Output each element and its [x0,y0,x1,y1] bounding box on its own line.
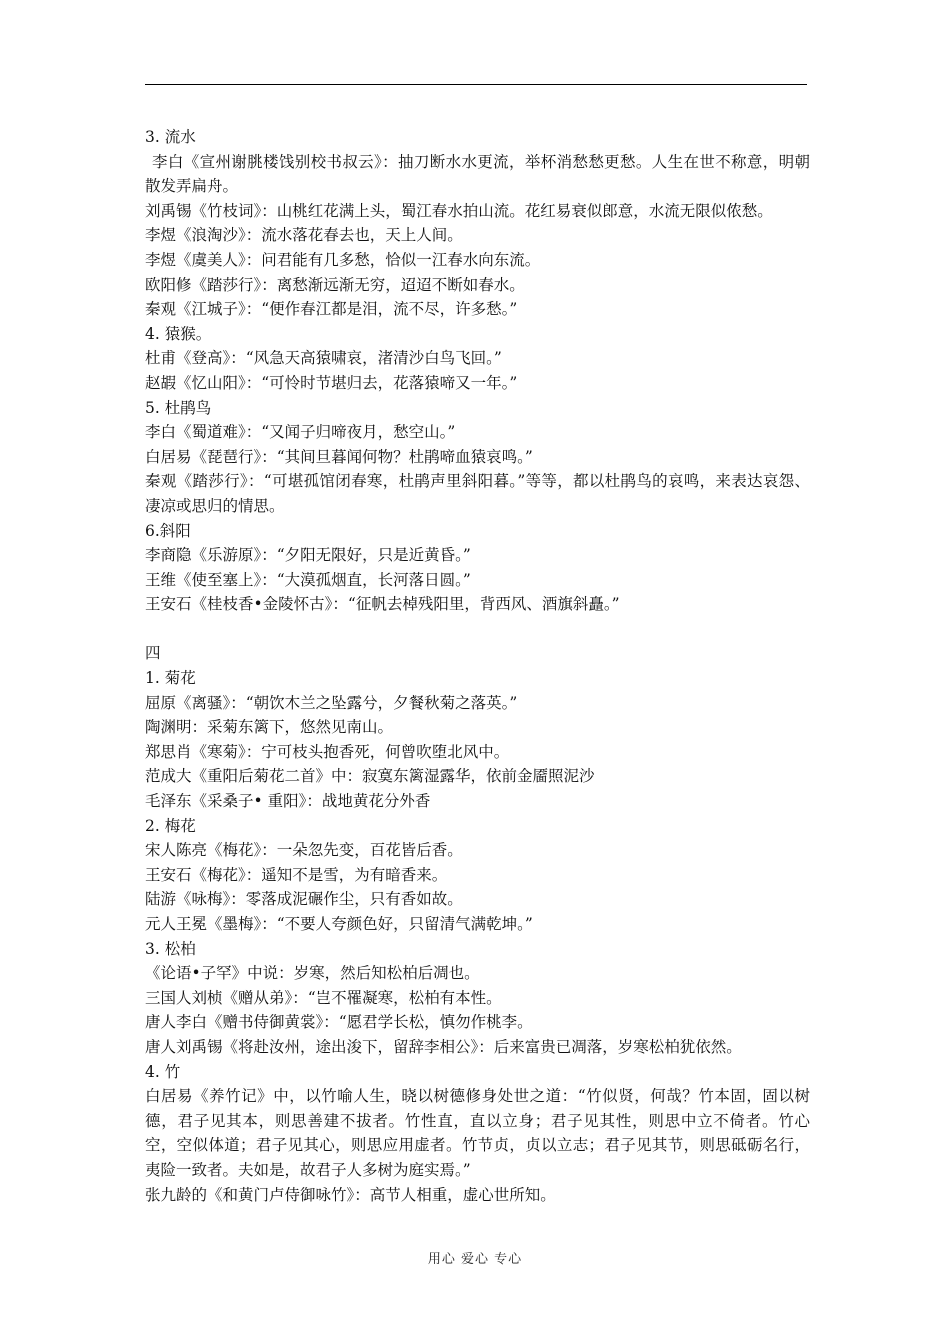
text-line: 4. 猿猴。 [145,324,212,343]
document-body [145,125,810,1207]
text-line: 唐人李白《赠书侍御黄裳》：“愿君学长松，慎勿作桃李。 [145,1013,533,1032]
text-line: 3. 流水 [145,128,196,146]
text-line: 李煜《浪淘沙》：流水落花春去也，天上人间。 [145,226,463,245]
text-line: 宋人陈亮《梅花》：一朵忽先变，百花皆后香。 [145,841,463,860]
text-line: 郑思肖《寒菊》：宁可枝头抱香死，何曾吹堕北风中。 [145,742,510,761]
text-line: 范成大《重阳后菊花二首》中：寂寞东篱湿露华，依前金靥照泥沙 [145,767,595,786]
text-line: 王维《使至塞上》：“大漠孤烟直，长河落日圆。” [145,570,471,589]
text-line: 秦观《踏莎行》：“可堪孤馆闭春寒，杜鹃声里斜阳暮。”等等，都以杜鹃鸟的哀鸣，来表达哀怨、凄凉或思归的情思。 [145,472,810,515]
text-line: 李白《宣州谢朓楼饯别校书叔云》：抽刀断水水更流，举杯消愁愁更愁。人生在世不称意，明朝散发弄扁舟。 [145,152,810,196]
text-line: 4. 竹 [145,1062,181,1081]
text-line: 白居易《养竹记》中，以竹喻人生，晓以树德修身处世之道：“竹似贤，何哉？竹本固，固以树德，君子见其本，则思善建不拔者。竹性直，直以立身；君子见其性，则思中立不倚者。竹心空，空似体道；君子见其心，则思应用虚者。竹节贞，贞以立志；君子见其节，则思砥砺名行，夷险一致者。夫如是，故君子人多树为庭实焉。” [145,1087,810,1179]
text-line: 三国人刘桢《赠从弟》：“岂不罹凝寒，松柏有本性。 [145,988,502,1007]
text-line: 王安石《桂枝香•金陵怀古》：“征帆去棹残阳里，背西风、酒旗斜矗。” [145,595,620,614]
text-line: 李煜《虞美人》：问君能有几多愁，恰似一江春水向东流。 [145,250,541,269]
text-line: 李白《蜀道难》：“又闻子归啼夜月，愁空山。” [145,423,456,442]
text-line: 赵嘏《忆山阳》：“可怜时节堪归去，花落猿啼又一年。” [145,373,518,392]
text-line: 1. 菊花 [145,669,196,688]
text-line: 四 [145,644,161,663]
text-line: 秦观《江城子》：“便作春江都是泪，流不尽，许多愁。” [145,300,518,319]
text-line: 6.斜阳 [145,521,191,540]
text-line: 李商隐《乐游原》：“夕阳无限好，只是近黄昏。” [145,546,471,565]
text-line: 5. 杜鹃鸟 [145,398,212,417]
text-line: 毛泽东《采桑子• 重阳》：战地黄花分外香 [145,792,431,811]
text-line: 王安石《梅花》：遥知不是雪，为有暗香来。 [145,865,448,884]
header-rule [145,84,807,85]
text-line: 杜甫《登高》：“风急天高猿啸哀，渚清沙白鸟飞回。” [145,349,502,368]
text-line: 屈原《离骚》：“朝饮木兰之坠露兮，夕餐秋菊之落英。” [145,693,518,712]
text-line: 白居易《琵琶行》：“其间旦暮闻何物？杜鹃啼血猿哀鸣。” [145,447,533,466]
text-line: 张九龄的《和黄门卢侍御咏竹》：高节人相重，虚心世所知。 [145,1185,556,1204]
text-line: 陆游《咏梅》：零落成泥碾作尘，只有香如故。 [145,890,463,909]
page-footer: 用心 爱心 专心 [427,1252,523,1267]
text-line: 2. 梅花 [145,816,196,835]
blank-line [145,617,810,642]
text-line: 元人王冕《墨梅》：“不要人夸颜色好，只留清气满乾坤。” [145,915,533,933]
text-line: 陶渊明：采菊东篱下，悠然见南山。 [145,718,394,737]
text-line: 唐人刘禹锡《将赴汝州，途出浚下，留辞李相公》：后来富贵已凋落，岁寒松柏犹依然。 [145,1037,742,1056]
text-line: 3. 松柏 [145,939,196,958]
text-line: 《论语•子罕》中说：岁寒，然后知松柏后凋也。 [145,964,480,983]
text-line: 刘禹锡《竹枝词》：山桃红花满上头，蜀江春水拍山流。花红易衰似郎意，水流无限似侬愁。 [145,201,773,220]
text-line: 欧阳修《踏莎行》：离愁渐远渐无穷，迢迢不断如春水。 [145,275,525,294]
